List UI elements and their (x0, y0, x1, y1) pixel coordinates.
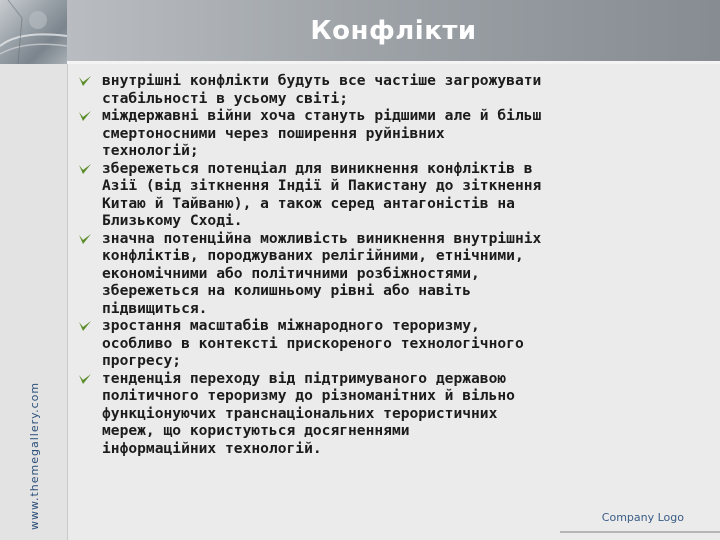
bullet-line: Азії (від зіткнення Індії й Пакистану до зіткнення (102, 177, 542, 194)
bullet-item (76, 107, 706, 160)
checkmark-icon (78, 233, 92, 245)
logo-divider (560, 531, 720, 533)
bullet-item (76, 370, 706, 458)
checkmark-icon (78, 75, 92, 87)
bullet-line: Близькому Сході. (102, 212, 243, 229)
corner-image (0, 0, 67, 64)
bullet-item (76, 72, 706, 107)
checkmark-icon (78, 320, 92, 332)
bullet-item (76, 230, 706, 318)
bullet-line: економічними або політичними розбіжностями, (102, 264, 480, 282)
bullet-item (76, 317, 706, 370)
bullet-line: інформаційних технологій. (102, 439, 322, 457)
bullet-line: внутрішні конфлікти будуть все частіше загрожувати (102, 72, 542, 89)
watermark-text: www.themegallery.com (28, 381, 41, 530)
bullet-item (76, 160, 706, 230)
bullet-line: зростання масштабів міжнародного тероризму, (102, 317, 480, 334)
bullet-line: прогресу; (102, 352, 182, 369)
company-logo: Company Logo (601, 511, 684, 524)
checkmark-icon (78, 163, 92, 175)
bullet-line: міждержавні війни хоча стануть рідшими але й більш (102, 107, 542, 124)
bullet-line: смертоносними через поширення руйнівних (102, 124, 445, 142)
checkmark-icon (78, 110, 92, 122)
bullet-line: функціонуючих транснаціональних терористичних (102, 404, 498, 422)
bullet-line: політичного тероризму до різноманітних й вільно (102, 387, 515, 404)
bullet-line: мереж, що користуються досягненнями (102, 422, 410, 439)
bullet-line: стабільності в усьому світі; (102, 89, 349, 107)
bullet-line: Китаю й Тайваню), а також серед антагоністів на (102, 194, 515, 212)
bullet-line: тенденція переходу від підтримуваного державою (102, 369, 507, 387)
bullet-line: збережеться на колишньому рівні або навіть (102, 282, 472, 299)
checkmark-icon (78, 373, 92, 385)
bullet-line: підвищиться. (102, 299, 208, 317)
bullet-line: конфліктів, породжуваних релігійними, етнічними, (102, 247, 524, 264)
bullet-list (76, 72, 706, 457)
bullet-line: значна потенційна можливість виникнення внутрішніх (102, 229, 542, 247)
slide-title: Конфлікти (310, 16, 477, 46)
bullet-line: особливо в контексті прискореного технологічного (102, 334, 524, 352)
bullet-line: технологій; (102, 142, 199, 159)
bullet-line: збережеться потенціал для виникнення конфліктів в (102, 159, 533, 177)
